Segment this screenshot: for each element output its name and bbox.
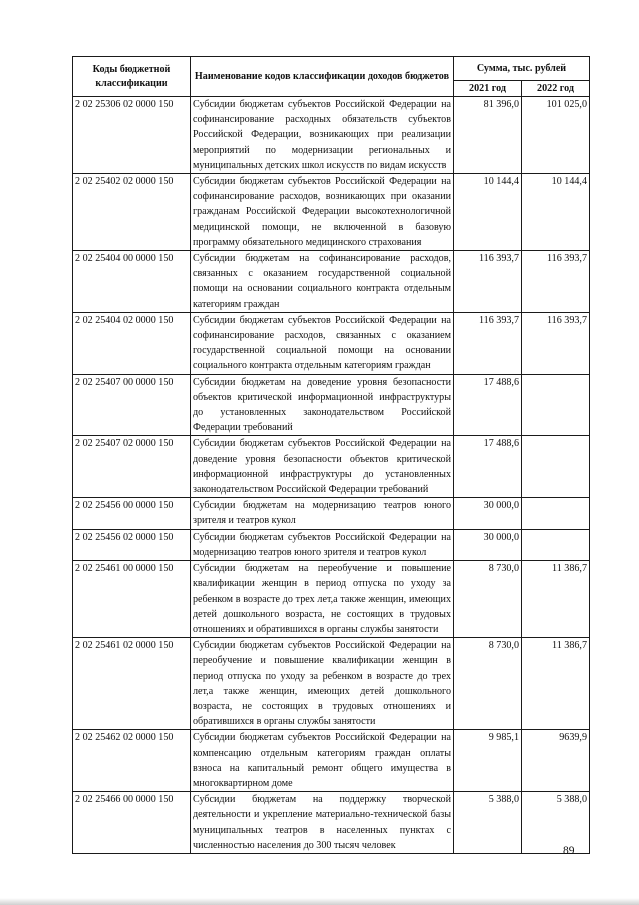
code-cell: 2 02 25306 02 0000 150 (73, 97, 191, 174)
table-row (73, 638, 590, 730)
name-cell: Субсидии бюджетам субъектов Российской Федерации на модернизацию театров юного зрителя и театров кукол (191, 529, 454, 560)
name-cell: Субсидии бюджетам субъектов Российской Федерации на переобучение и повышение квалификации женщин в период отпуска по уходу за ребенком в возрасте до трех лет,а также женщин, имеющих детей дошкольного возраста, не состоящих в трудовых отношениях и обратившихся в органы службы занятости (191, 638, 454, 730)
table-row (73, 436, 590, 498)
name-cell: Субсидии бюджетам на софинансирование расходов, связанных с оказанием государственной социальной помощи на основании социального контракта отдельным категориям граждан (191, 251, 454, 313)
name-cell: Субсидии бюджетам на поддержку творческой деятельности и укрепление материально-технической базы муниципальных театров в населенных пунктах с численностью населения до 300 тысяч человек (191, 792, 454, 854)
name-cell: Субсидии бюджетам субъектов Российской Федерации на софинансирование расходных обязательств субъектов Российской Федерации, возникающих при реализации мероприятий по модернизации региональных и муниципальных детских школ искусств по видам искусств (191, 97, 454, 174)
amount-2021-cell: 17 488,6 (454, 374, 522, 436)
code-cell: 2 02 25456 02 0000 150 (73, 529, 191, 560)
code-cell: 2 02 25466 00 0000 150 (73, 792, 191, 854)
name-cell: Субсидии бюджетам на переобучение и повышение квалификации женщин в период отпуска по уходу за ребенком в возрасте до трех лет,а также женщин, имеющих детей дошкольного возраста, не состоящих в трудовых отношениях и обратившихся в органы службы занятости (191, 561, 454, 638)
table-row (73, 529, 590, 560)
amount-2022-cell: 116 393,7 (522, 312, 590, 374)
amount-2021-cell: 81 396,0 (454, 97, 522, 174)
page-number: 89 (563, 845, 575, 857)
name-cell: Субсидии бюджетам субъектов Российской Федерации на софинансирование расходов, связанных с оказанием государственной социальной помощи на основании социального контракта отдельным категориям граждан (191, 312, 454, 374)
amount-2022-cell (522, 529, 590, 560)
code-cell: 2 02 25402 02 0000 150 (73, 174, 191, 251)
name-cell: Субсидии бюджетам субъектов Российской Федерации на софинансирование расходов, возникающих при оказании гражданам Российской Федерации высокотехнологичной медицинской помощи, не включенной в базовую программу обязательного медицинского страхования (191, 174, 454, 251)
code-cell: 2 02 25404 00 0000 150 (73, 251, 191, 313)
name-cell: Субсидии бюджетам субъектов Российской Федерации на доведение уровня безопасности объектов критической информационной инфраструктуры до установленных законодательством Российской Федерации требований (191, 436, 454, 498)
code-cell: 2 02 25461 02 0000 150 (73, 638, 191, 730)
table-row (73, 374, 590, 436)
amount-2021-cell: 8 730,0 (454, 638, 522, 730)
name-cell: Субсидии бюджетам субъектов Российской Федерации на компенсацию отдельным категориям граждан оплаты взноса на капитальный ремонт общего имущества в многоквартирном доме (191, 730, 454, 792)
table-row (73, 561, 590, 638)
amount-2022-cell: 10 144,4 (522, 174, 590, 251)
amount-2021-cell: 17 488,6 (454, 436, 522, 498)
amount-2021-cell: 116 393,7 (454, 312, 522, 374)
sum-column-header: Сумма, тыс. рублей (454, 57, 590, 81)
codes-column-header: Коды бюджетной классификации (73, 57, 191, 97)
table-row (73, 97, 590, 174)
amount-2021-cell: 8 730,0 (454, 561, 522, 638)
amount-2021-cell: 5 388,0 (454, 792, 522, 854)
table-row (73, 498, 590, 529)
scan-edge (0, 898, 639, 905)
amount-2021-cell: 30 000,0 (454, 498, 522, 529)
name-cell: Субсидии бюджетам на доведение уровня безопасности объектов критической информационной инфраструктуры до установленных законодательством Российской Федерации требований (191, 374, 454, 436)
code-cell: 2 02 25407 02 0000 150 (73, 436, 191, 498)
table-row (73, 730, 590, 792)
year-2021-header: 2021 год (454, 81, 522, 97)
amount-2022-cell (522, 498, 590, 529)
amount-2022-cell: 9639,9 (522, 730, 590, 792)
code-cell: 2 02 25462 02 0000 150 (73, 730, 191, 792)
code-cell: 2 02 25456 00 0000 150 (73, 498, 191, 529)
amount-2022-cell (522, 436, 590, 498)
code-cell: 2 02 25404 02 0000 150 (73, 312, 191, 374)
amount-2022-cell: 11 386,7 (522, 638, 590, 730)
table-row (73, 792, 590, 854)
names-column-header: Наименование кодов классификации доходов бюджетов (191, 57, 454, 97)
code-cell: 2 02 25407 00 0000 150 (73, 374, 191, 436)
table-row (73, 174, 590, 251)
year-2022-header: 2022 год (522, 81, 590, 97)
amount-2022-cell: 5 388,0 (522, 792, 590, 854)
amount-2022-cell: 116 393,7 (522, 251, 590, 313)
budget-classification-table (72, 56, 590, 854)
amount-2022-cell: 101 025,0 (522, 97, 590, 174)
code-cell: 2 02 25461 00 0000 150 (73, 561, 191, 638)
amount-2022-cell: 11 386,7 (522, 561, 590, 638)
name-cell: Субсидии бюджетам на модернизацию театров юного зрителя и театров кукол (191, 498, 454, 529)
amount-2021-cell: 30 000,0 (454, 529, 522, 560)
amount-2021-cell: 10 144,4 (454, 174, 522, 251)
amount-2022-cell (522, 374, 590, 436)
amount-2021-cell: 9 985,1 (454, 730, 522, 792)
table-row (73, 251, 590, 313)
amount-2021-cell: 116 393,7 (454, 251, 522, 313)
table-row (73, 312, 590, 374)
